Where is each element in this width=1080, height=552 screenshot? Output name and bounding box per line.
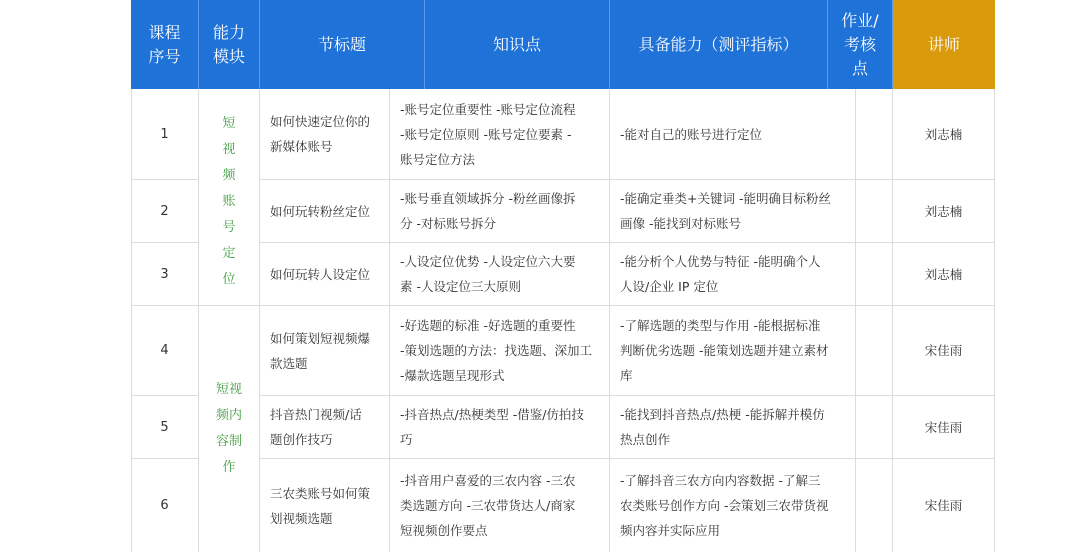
homework-cell: [856, 243, 893, 306]
header-knowledge: 知识点: [425, 0, 610, 89]
header-seq: 课程 序号: [131, 0, 199, 89]
teacher-name: 宋佳雨: [893, 459, 995, 552]
ability-indicator: -能分析个人优势与特征 -能明确个人 人设/企业 IP 定位: [610, 243, 856, 306]
course-num: 1: [131, 89, 199, 180]
teacher-name: 宋佳雨: [893, 306, 995, 396]
ability-indicator: -能确定垂类+关键词 -能明确目标粉丝 画像 -能找到对标账号: [610, 180, 856, 243]
header-ability: 具备能力（测评指标）: [610, 0, 828, 89]
homework-cell: [856, 396, 893, 459]
teacher-name: 刘志楠: [893, 180, 995, 243]
knowledge-points: -好选题的标准 -好选题的重要性 -策划选题的方法：找选题、深加工 -爆款选题呈现形式: [390, 306, 610, 396]
module-cell: 短视 频内 容制 作: [199, 306, 260, 552]
knowledge-points: -账号定位重要性 -账号定位流程 -账号定位原则 -账号定位要素 - 账号定位方法: [390, 89, 610, 180]
module-cell: 短 视 频 账 号 定 位: [199, 89, 260, 306]
teacher-name: 刘志楠: [893, 89, 995, 180]
homework-cell: [856, 89, 893, 180]
ability-indicator: -能找到抖音热点/热梗 -能拆解并模仿 热点创作: [610, 396, 856, 459]
knowledge-points: -账号垂直领域拆分 -粉丝画像拆 分 -对标账号拆分: [390, 180, 610, 243]
knowledge-points: -抖音热点/热梗类型 -借鉴/仿拍技 巧: [390, 396, 610, 459]
lesson-title: 如何玩转粉丝定位: [260, 180, 390, 243]
header-homework: 作业/ 考核 点: [828, 0, 893, 89]
lesson-title: 如何快速定位你的 新媒体账号: [260, 89, 390, 180]
course-table: [131, 0, 995, 552]
ability-indicator: -了解选题的类型与作用 -能根据标准 判断优劣选题 -能策划选题并建立素材 库: [610, 306, 856, 396]
header-module: 能力 模块: [199, 0, 260, 89]
lesson-title: 如何策划短视频爆 款选题: [260, 306, 390, 396]
ability-indicator: -能对自己的账号进行定位: [610, 89, 856, 180]
header-title: 节标题: [260, 0, 425, 89]
homework-cell: [856, 180, 893, 243]
header-teacher: 讲师: [893, 0, 995, 89]
course-num: 2: [131, 180, 199, 243]
course-num: 4: [131, 306, 199, 396]
knowledge-points: -抖音用户喜爱的三农内容 -三农 类选题方向 -三农带货达人/商家 短视频创作要点: [390, 459, 610, 552]
teacher-name: 宋佳雨: [893, 396, 995, 459]
lesson-title: 三农类账号如何策 划视频选题: [260, 459, 390, 552]
homework-cell: [856, 459, 893, 552]
lesson-title: 抖音热门视频/话 题创作技巧: [260, 396, 390, 459]
lesson-title: 如何玩转人设定位: [260, 243, 390, 306]
course-num: 6: [131, 459, 199, 552]
teacher-name: 刘志楠: [893, 243, 995, 306]
course-num: 3: [131, 243, 199, 306]
knowledge-points: -人设定位优势 -人设定位六大要 素 -人设定位三大原则: [390, 243, 610, 306]
course-num: 5: [131, 396, 199, 459]
homework-cell: [856, 306, 893, 396]
ability-indicator: -了解抖音三农方向内容数据 -了解三 农类账号创作方向 -会策划三农带货视 频内容并实际应用: [610, 459, 856, 552]
